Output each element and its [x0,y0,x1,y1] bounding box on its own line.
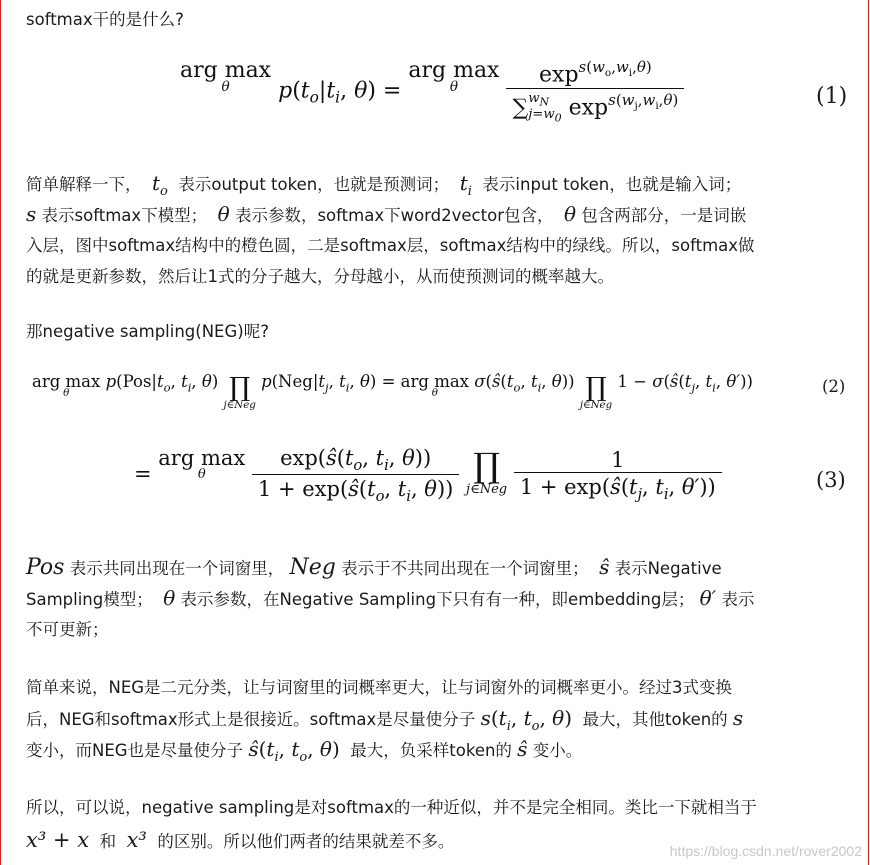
neg-heading: 那negative sampling(NEG)呢? [26,322,269,341]
watermark: https://blog.csdn.net/rover2002 [669,843,862,859]
equation-3-number: (3) [816,468,846,492]
para1-line3: 入层，图中softmax结构中的橙色圆，二是softmax层，softmax结构中的绿线。所以，softmax做 [26,236,755,255]
equation-1-number: (1) [816,84,848,109]
para1-line2: s 表示softmax下模型； θ 表示参数，softmax下word2vector包含， θ 包含两部分，一是词嵌 [26,202,747,226]
frame-left-border [0,0,1,865]
para3-line1: 简单来说，NEG是二元分类，让与词窗里的词概率更大，让与词窗外的词概率更小。经过3式变换 [26,678,733,697]
frame-right-border [868,0,869,865]
para3-line2: 后，NEG和softmax形式上是很接近。softmax是尽量使分子 $s(t_i$, $t_o$, θ) 最大，其他token的 s [26,706,744,734]
equation-3: = arg max θ $\frac{\exp(ŝ(t_o, t_i, \theta))}{1 + \exp(ŝ(t_o, t_i, \theta))}$ ∏ j∈Neg $\frac{1}{1 + \exp(ŝ(t_j, t_i, \theta'))}$ [134,446,722,505]
para2-line3: 不可更新； [26,620,109,639]
para4-line2: x³ + x 和 x³ 的区别。所以他们两者的结果就差不多。 [26,828,455,852]
para2-line2: Sampling模型； θ 表示参数，在Negative Sampling下只有有一种，即embedding层； θ′ 表示 [26,586,755,610]
equation-2-number: (2) [822,377,846,396]
para1-line4: 的就是更新参数，然后让1式的分子越大，分母越小，从而使预测词的概率越大。 [26,267,614,286]
equation-1: arg max θ $p(t_o|t_i$, θ) = arg max θ $\exp^{s(w_o,w_i,\theta)}$ ∑ $w_N$ $j=w_0$ $\exp^{s(w_j,w_i,\theta)}$ [180,58,684,125]
para2-line1: Pos 表示共同出现在一个词窗里， Neg 表示于不共同出现在一个词窗里； ŝ 表示Negative [26,555,722,580]
equation-2: arg max θ $p(Pos|t_o$, $t_i$, θ) ∏ j∈Neg $p(Neg|t_j$, $t_i$, θ) = arg max θ $\sigma(ŝ(t_o$, $t_i$, θ)) ∏ j∈Neg $1 - \sigma(ŝ(t_j$, $t_i$, θ′)) [32,372,753,411]
para3-line3: 变小，而NEG也是尽量使分子 $ŝ(t_i$, $t_o$, θ) 最大，负采样token的 ŝ 变小。 [26,737,583,765]
para4-line1: 所以，可以说，negative sampling是对softmax的一种近似，并不是完全相同。类比一下就相当于 [26,798,757,817]
para1-line1: 简单解释一下， $t_o$ 表示output token，也就是预测词； $t_i$ 表示input token，也就是输入词； [26,171,742,199]
heading: softmax干的是什么? [26,10,184,29]
